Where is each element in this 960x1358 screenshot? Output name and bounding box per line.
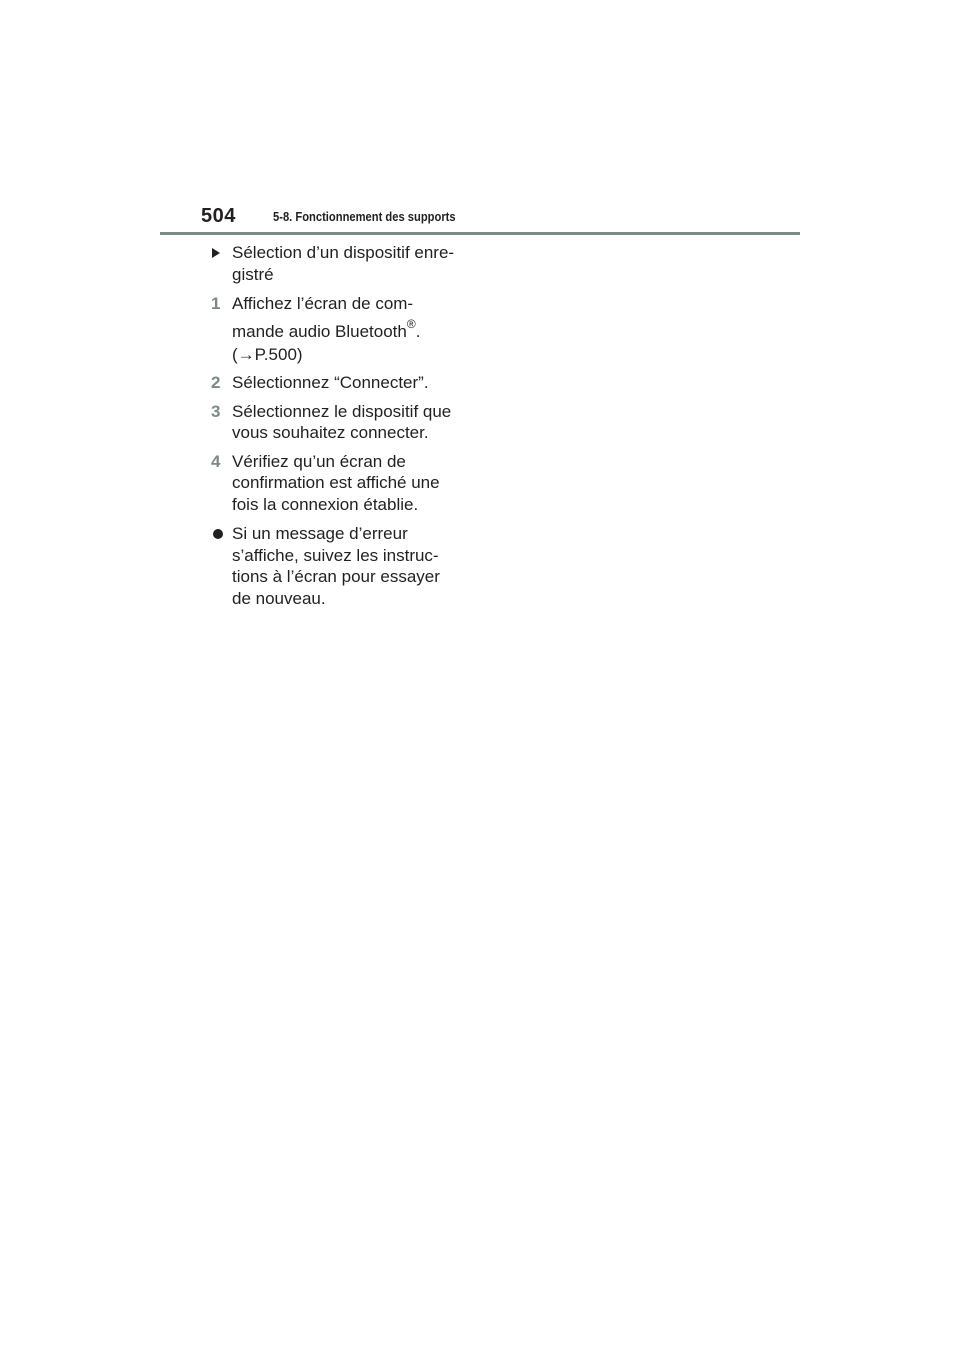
step-line: vous souhaitez connecter. [232,423,429,442]
header-rule [160,232,800,235]
page-header [160,200,800,236]
step-line: Vérifiez qu’un écran de [232,451,406,471]
note-line: de nouveau. [232,588,326,608]
step-3 [211,401,471,444]
subheading-line: Sélection d’un dispositif enre- [232,243,455,262]
step-line: Affichez l’écran de com- [232,294,414,313]
note-bullet [211,523,471,609]
note-line: s’affiche, suivez les instruc- [232,545,439,565]
step-line: fois la connexion établie. [232,494,419,514]
step-number: 2 [211,373,221,392]
step-2 [211,372,471,394]
step-number: 4 [211,451,221,471]
bullet-dot-icon [213,529,223,539]
section-title: 5-8. Fonctionnement des supports [273,209,456,224]
step-line: Sélectionnez “Connecter”. [232,373,429,392]
step-line: confirmation est affiché une [232,473,440,492]
step-number: 3 [211,401,221,421]
step-line: Sélectionnez le dispositif que [232,401,452,421]
page-number: 504 [201,205,236,227]
step-number: 1 [211,294,221,313]
step-line-with-trademark [232,316,471,344]
note-line: tions à l’écran pour essayer [232,567,440,586]
subheading [211,242,471,285]
registered-trademark-symbol: ® [406,316,416,331]
note-line: Si un message d’erreur [232,524,408,543]
step-line: mande audio Bluetooth [232,321,407,341]
step-1 [211,293,471,365]
step-4 [211,451,471,516]
subheading-line: gistré [232,264,274,284]
triangle-marker-icon [212,248,220,258]
main-content [211,240,471,609]
step-line-suffix: . [415,321,421,341]
page-reference: (→P.500) [232,344,303,364]
